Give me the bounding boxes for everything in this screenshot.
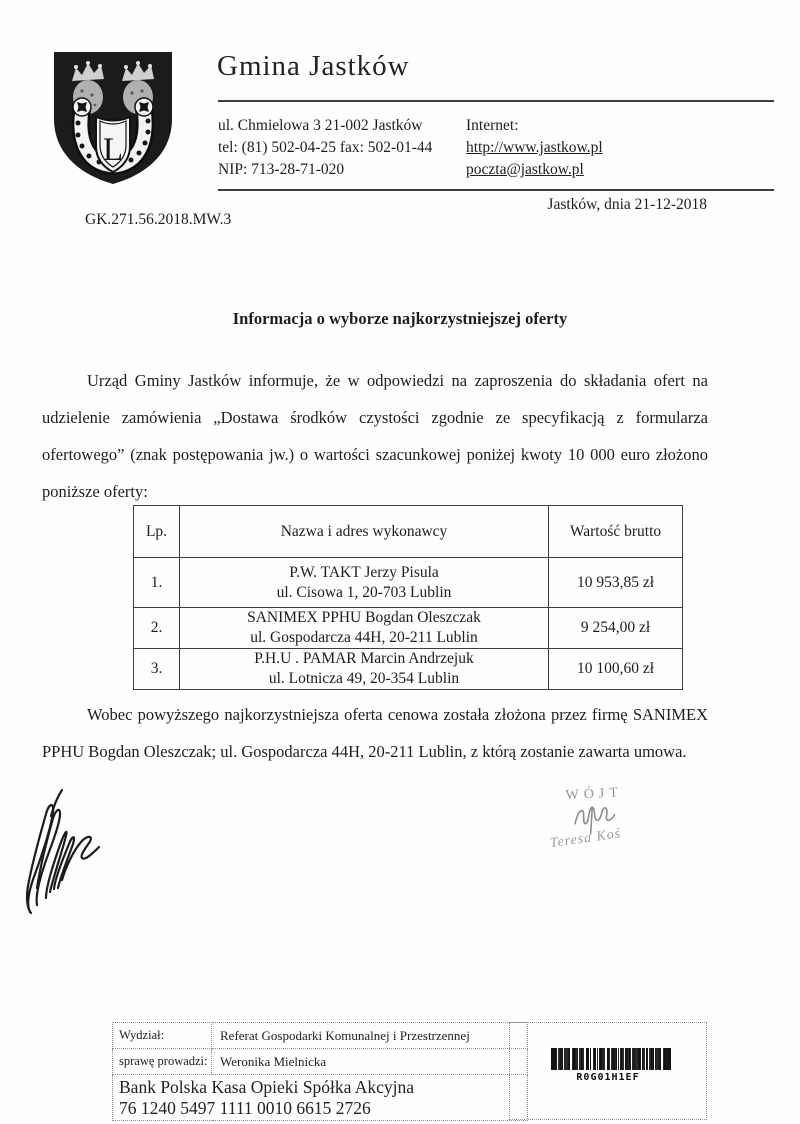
barcode-box — [509, 1022, 707, 1120]
date-line: Jastków, dnia 21-12-2018 — [547, 196, 707, 213]
bank-info — [113, 1075, 528, 1121]
logo-letter: L — [102, 132, 124, 168]
offers-table-wrap — [133, 505, 683, 690]
email-link[interactable]: poczta@jastkow.pl — [466, 161, 584, 178]
header-name: Nazwa i adres wykonawcy — [180, 506, 549, 558]
address-line: ul. Chmielowa 3 21-002 Jastków — [218, 117, 423, 134]
phone-line: tel: (81) 502-04-25 fax: 502-01-44 — [218, 139, 433, 156]
offer-name: P.H.U . PAMAR Marcin Andrzejuk — [254, 650, 474, 667]
barcode-label: R0G01H1EF — [576, 1072, 640, 1083]
table-row — [134, 649, 683, 690]
header-rule-top — [218, 100, 774, 102]
offers-table — [133, 505, 683, 690]
footer-table-wrap — [112, 1022, 528, 1121]
footer-table — [112, 1022, 528, 1121]
offer-lp: 2. — [134, 608, 180, 649]
barcode — [551, 1048, 671, 1070]
offer-name: P.W. TAKT Jerzy Pisula — [289, 563, 439, 581]
stamp-signatory-name: Teresa Koś — [549, 826, 623, 852]
footer-value: Referat Gospodarki Komunalnej i Przestrzennej — [212, 1023, 528, 1049]
offer-name-address — [180, 608, 549, 649]
offer-address: ul. Cisowa 1, 20-703 Lublin — [276, 583, 452, 601]
footer-label: sprawę prowadzi: — [113, 1049, 212, 1075]
closing-paragraph: Wobec powyższego najkorzystniejsza oferta cenowa została złożona przez firmę SANIMEX PPHU Bogdan Oleszczak; ul. Gospodarcza 44H, 20-211 Lublin, z którą zostanie zawarta umowa. — [42, 705, 708, 761]
header-lp: Lp. — [134, 506, 180, 558]
offer-name: SANIMEX PPHU Bogdan Oleszczak — [247, 609, 481, 626]
nip-line: NIP: 713-28-71-020 — [218, 161, 345, 178]
table-row — [134, 608, 683, 649]
website-link[interactable]: http://www.jastkow.pl — [466, 139, 603, 156]
offer-value: 10 953,85 zł — [549, 558, 683, 608]
header-rule-bottom — [218, 189, 774, 191]
mayor-stamp — [543, 783, 677, 862]
offers-header-row — [134, 506, 683, 558]
footer-row — [113, 1023, 528, 1049]
offer-address: ul. Gospodarcza 44H, 20-211 Lublin — [250, 629, 478, 646]
bank-account: 76 1240 5497 1111 0010 6615 2726 — [119, 1097, 371, 1118]
footer-bank-row — [113, 1075, 528, 1121]
table-row — [134, 558, 683, 608]
document-title: Informacja o wyborze najkorzystniejszej oferty — [232, 309, 568, 328]
footer-row — [113, 1049, 528, 1075]
handwritten-signature — [2, 772, 142, 922]
intro-paragraph: Urząd Gminy Jastków informuje, że w odpowiedzi na zaproszenia do składania ofert na udzielenie zamówienia „Dostawa środków czystości zgodnie ze specyfikacją z formularza ofertowego” (znak postępowania jw.) o wartości szacunkowej poniżej kwoty 10 000 euro złożono poniższe oferty: — [42, 371, 708, 501]
offer-value: 10 100,60 zł — [549, 649, 683, 690]
offer-address: ul. Lotnicza 49, 20-354 Lublin — [268, 670, 460, 687]
internet-block — [466, 115, 603, 181]
org-name: Gmina Jastków — [217, 50, 410, 82]
address-block — [218, 115, 432, 181]
stamp-title: WÓJT — [565, 785, 624, 804]
internet-label: Internet: — [466, 117, 519, 134]
reference-number: GK.271.56.2018.MW.3 — [85, 211, 232, 228]
footer-label: Wydział: — [113, 1023, 212, 1049]
offer-name-address — [180, 558, 549, 608]
offer-lp: 1. — [134, 558, 180, 608]
offer-value: 9 254,00 zł — [549, 608, 683, 649]
coat-of-arms-logo — [48, 47, 178, 188]
footer-value: Weronika Mielnicka — [212, 1049, 528, 1075]
header-value: Wartość brutto — [549, 506, 683, 558]
bank-name: Bank Polska Kasa Opieki Spółka Akcyjna — [119, 1076, 415, 1097]
offer-name-address — [180, 649, 549, 690]
offer-lp: 3. — [134, 649, 180, 690]
